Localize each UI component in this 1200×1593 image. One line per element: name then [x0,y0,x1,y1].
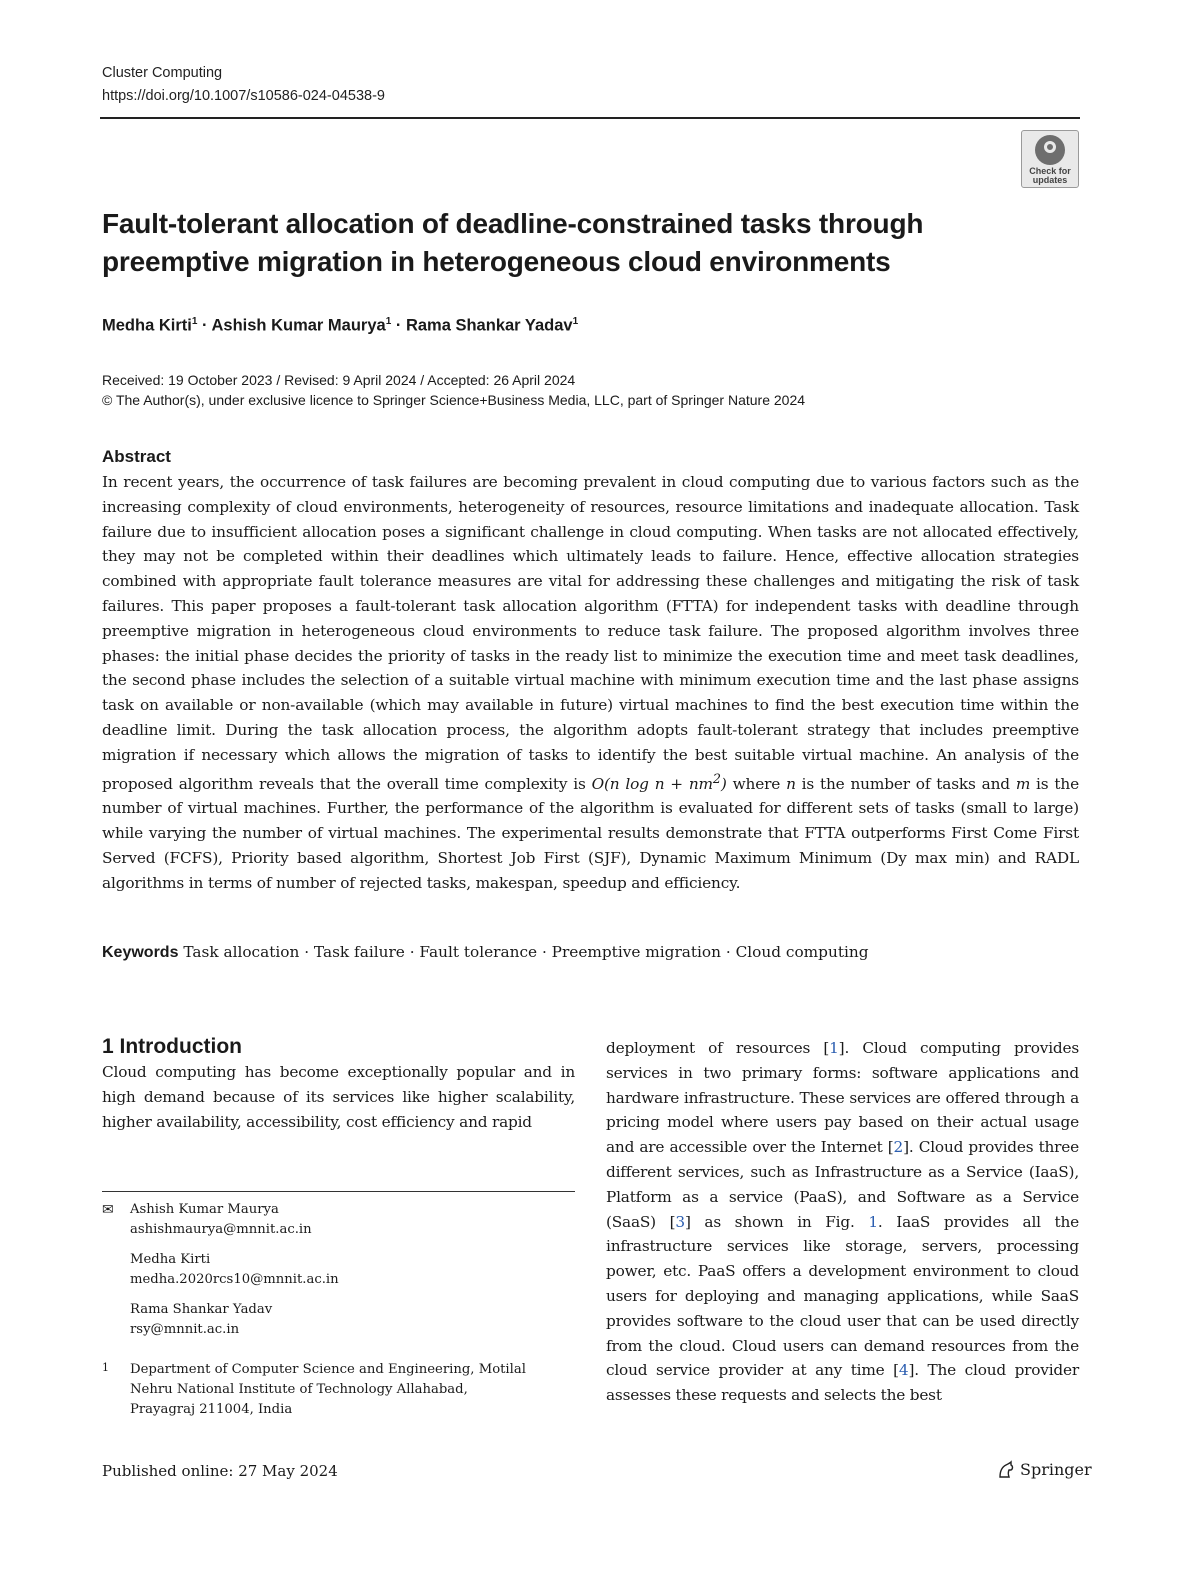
published-online: Published online: 27 May 2024 [102,1462,338,1480]
keywords [102,941,1079,964]
footnote-rule [102,1191,575,1192]
author-name: Medha Kirti [130,1252,211,1267]
badge-label: Check for updates [1029,166,1071,185]
corresponding-author-email[interactable]: ashishmaurya@mnnit.ac.in [130,1222,312,1237]
abstract-heading: Abstract [102,447,171,466]
keywords-list: Task allocation · Task failure · Fault tolerance · Preemptive migration · Cloud computing [178,943,869,961]
intro-left-column: Cloud computing has become exceptionally popular and in high demand because of its services like higher scalability, higher availability, accessibility, cost efficiency and rapid [102,1063,575,1131]
publication-dates: Received: 19 October 2023 / Revised: 9 April 2024 / Accepted: 26 April 2024 [102,372,576,388]
citation-link[interactable]: 4 [898,1361,909,1380]
keywords-label: Keywords [102,944,179,961]
affiliation: Department of Computer Science and Engineering, Motilal Nehru National Institute of Technology Allahabad, Prayagraj 211004, India [130,1362,526,1417]
check-for-updates-badge[interactable] [1021,130,1079,188]
check-for-updates-icon [1035,135,1065,165]
abstract-body: In recent years, the occurrence of task failures are becoming prevalent in cloud computing due to various factors such as the increasing complexity of cloud environments, heterogeneity of resources, resource limitations and inadequate allocation. Task failure due to insufficient allocation poses a significant challenge in cloud computing. When tasks are not allocated effectively, they may not be completed within their deadlines which ultimately leads to failure. Hence, effective allocation strategies combined with appropriate fault tolerance measures are vital for addressing these challenges and mitigating the risk of task failures. This paper proposes a fault-tolerant task allocation algorithm (FTTA) for independent tasks with deadline through preemptive migration in heterogeneous cloud environments to reduce task failure. The proposed algorithm involves three phases: the initial phase decides the priority of tasks in the ready list to minimize the execution time and meet task deadlines, the second phase includes the selection of a suitable virtual machine with minimum execution time and the last phase assigns task on available or non-available (which may available in future) virtual machines to find the best execution time within the deadline limit. During the task allocation process, the algorithm adopts fault-tolerant strategy that includes preemptive migration if necessary which allows the migration of tasks to identify the best suitable virtual machine. An analysis of the proposed algorithm reveals that the overall time complexity is O(n $\log n + nm^2$) where n is the number of tasks and m is the number of virtual machines. Further, the performance of the algorithm is evaluated for different sets of tasks (small to large) while varying the number of virtual machines. The experimental results demonstrate that FTTA outperforms First Come First Served (FCFS), Priority based algorithm, Shortest Job First (SJF), Dynamic Maximum Minimum (Dy max min) and RADL algorithms in terms of number of rejected tasks, makespan, speedup and efficiency. [102,473,1079,892]
copyright-notice: © The Author(s), under exclusive licence to Springer Science+Business Media, LLC, part of Springer Nature 2024 [102,392,806,408]
complexity-formula: O(n log n + nm [591,774,713,793]
header-rule [100,117,1080,119]
affiliation-mark: 1 [102,1361,109,1374]
author-email[interactable]: medha.2020rcs10@mnnit.ac.in [130,1272,339,1287]
author-1[interactable]: Medha Kirti [102,316,192,335]
author-3[interactable]: Rama Shankar Yadav [405,316,573,335]
citation-link[interactable]: 3 [675,1212,685,1231]
publisher-logo [996,1459,1092,1481]
corresponding-author-name: Ashish Kumar Maurya [130,1202,279,1217]
springer-horse-icon [996,1460,1016,1480]
publisher-name: Springer [1020,1460,1092,1479]
doi-link[interactable]: https://doi.org/10.1007/s10586-024-04538-9 [102,88,385,104]
envelope-icon: ✉ [102,1202,114,1218]
journal-name: Cluster Computing [102,65,223,81]
section-heading-introduction: 1 Introduction [102,1035,242,1058]
author-2[interactable]: Ashish Kumar Maurya [211,316,386,335]
intro-right-column: deployment of resources [1]. Cloud computing provides services in two primary forms: software applications and hardware infrastructure. These services are offered through a pricing model where users pay based on their actual usage and are accessible over the Internet [2]. Cloud provides three different services, such as Infrastructure as a Service (IaaS), Platform as a service (PaaS), and Software as a Service (SaaS) [3] as shown in Fig. 1. IaaS provides all the infrastructure services like storage, servers, processing power, etc. PaaS offers a development environment to cloud users for deploying and managing applications, while SaaS provides software to the cloud user that can be used directly from the cloud. Cloud users can demand resources from the cloud service provider at any time [4]. The cloud provider assesses these requests and selects the best [606,1039,1079,1405]
figure-link[interactable]: 1 [868,1212,878,1231]
citation-link[interactable]: 2 [893,1138,904,1157]
author-name: Rama Shankar Yadav [130,1302,273,1317]
author-list: Medha Kirti$^1$ · Ashish Kumar Maurya$^1$ · Rama Shankar Yadav$^1$ [102,316,579,335]
citation-link[interactable]: 1 [829,1039,839,1057]
paper-title: Fault-tolerant allocation of deadline-constrained tasks through preemptive migration in heterogeneous cloud environments [102,208,924,277]
author-email[interactable]: rsy@mnnit.ac.in [130,1322,240,1337]
